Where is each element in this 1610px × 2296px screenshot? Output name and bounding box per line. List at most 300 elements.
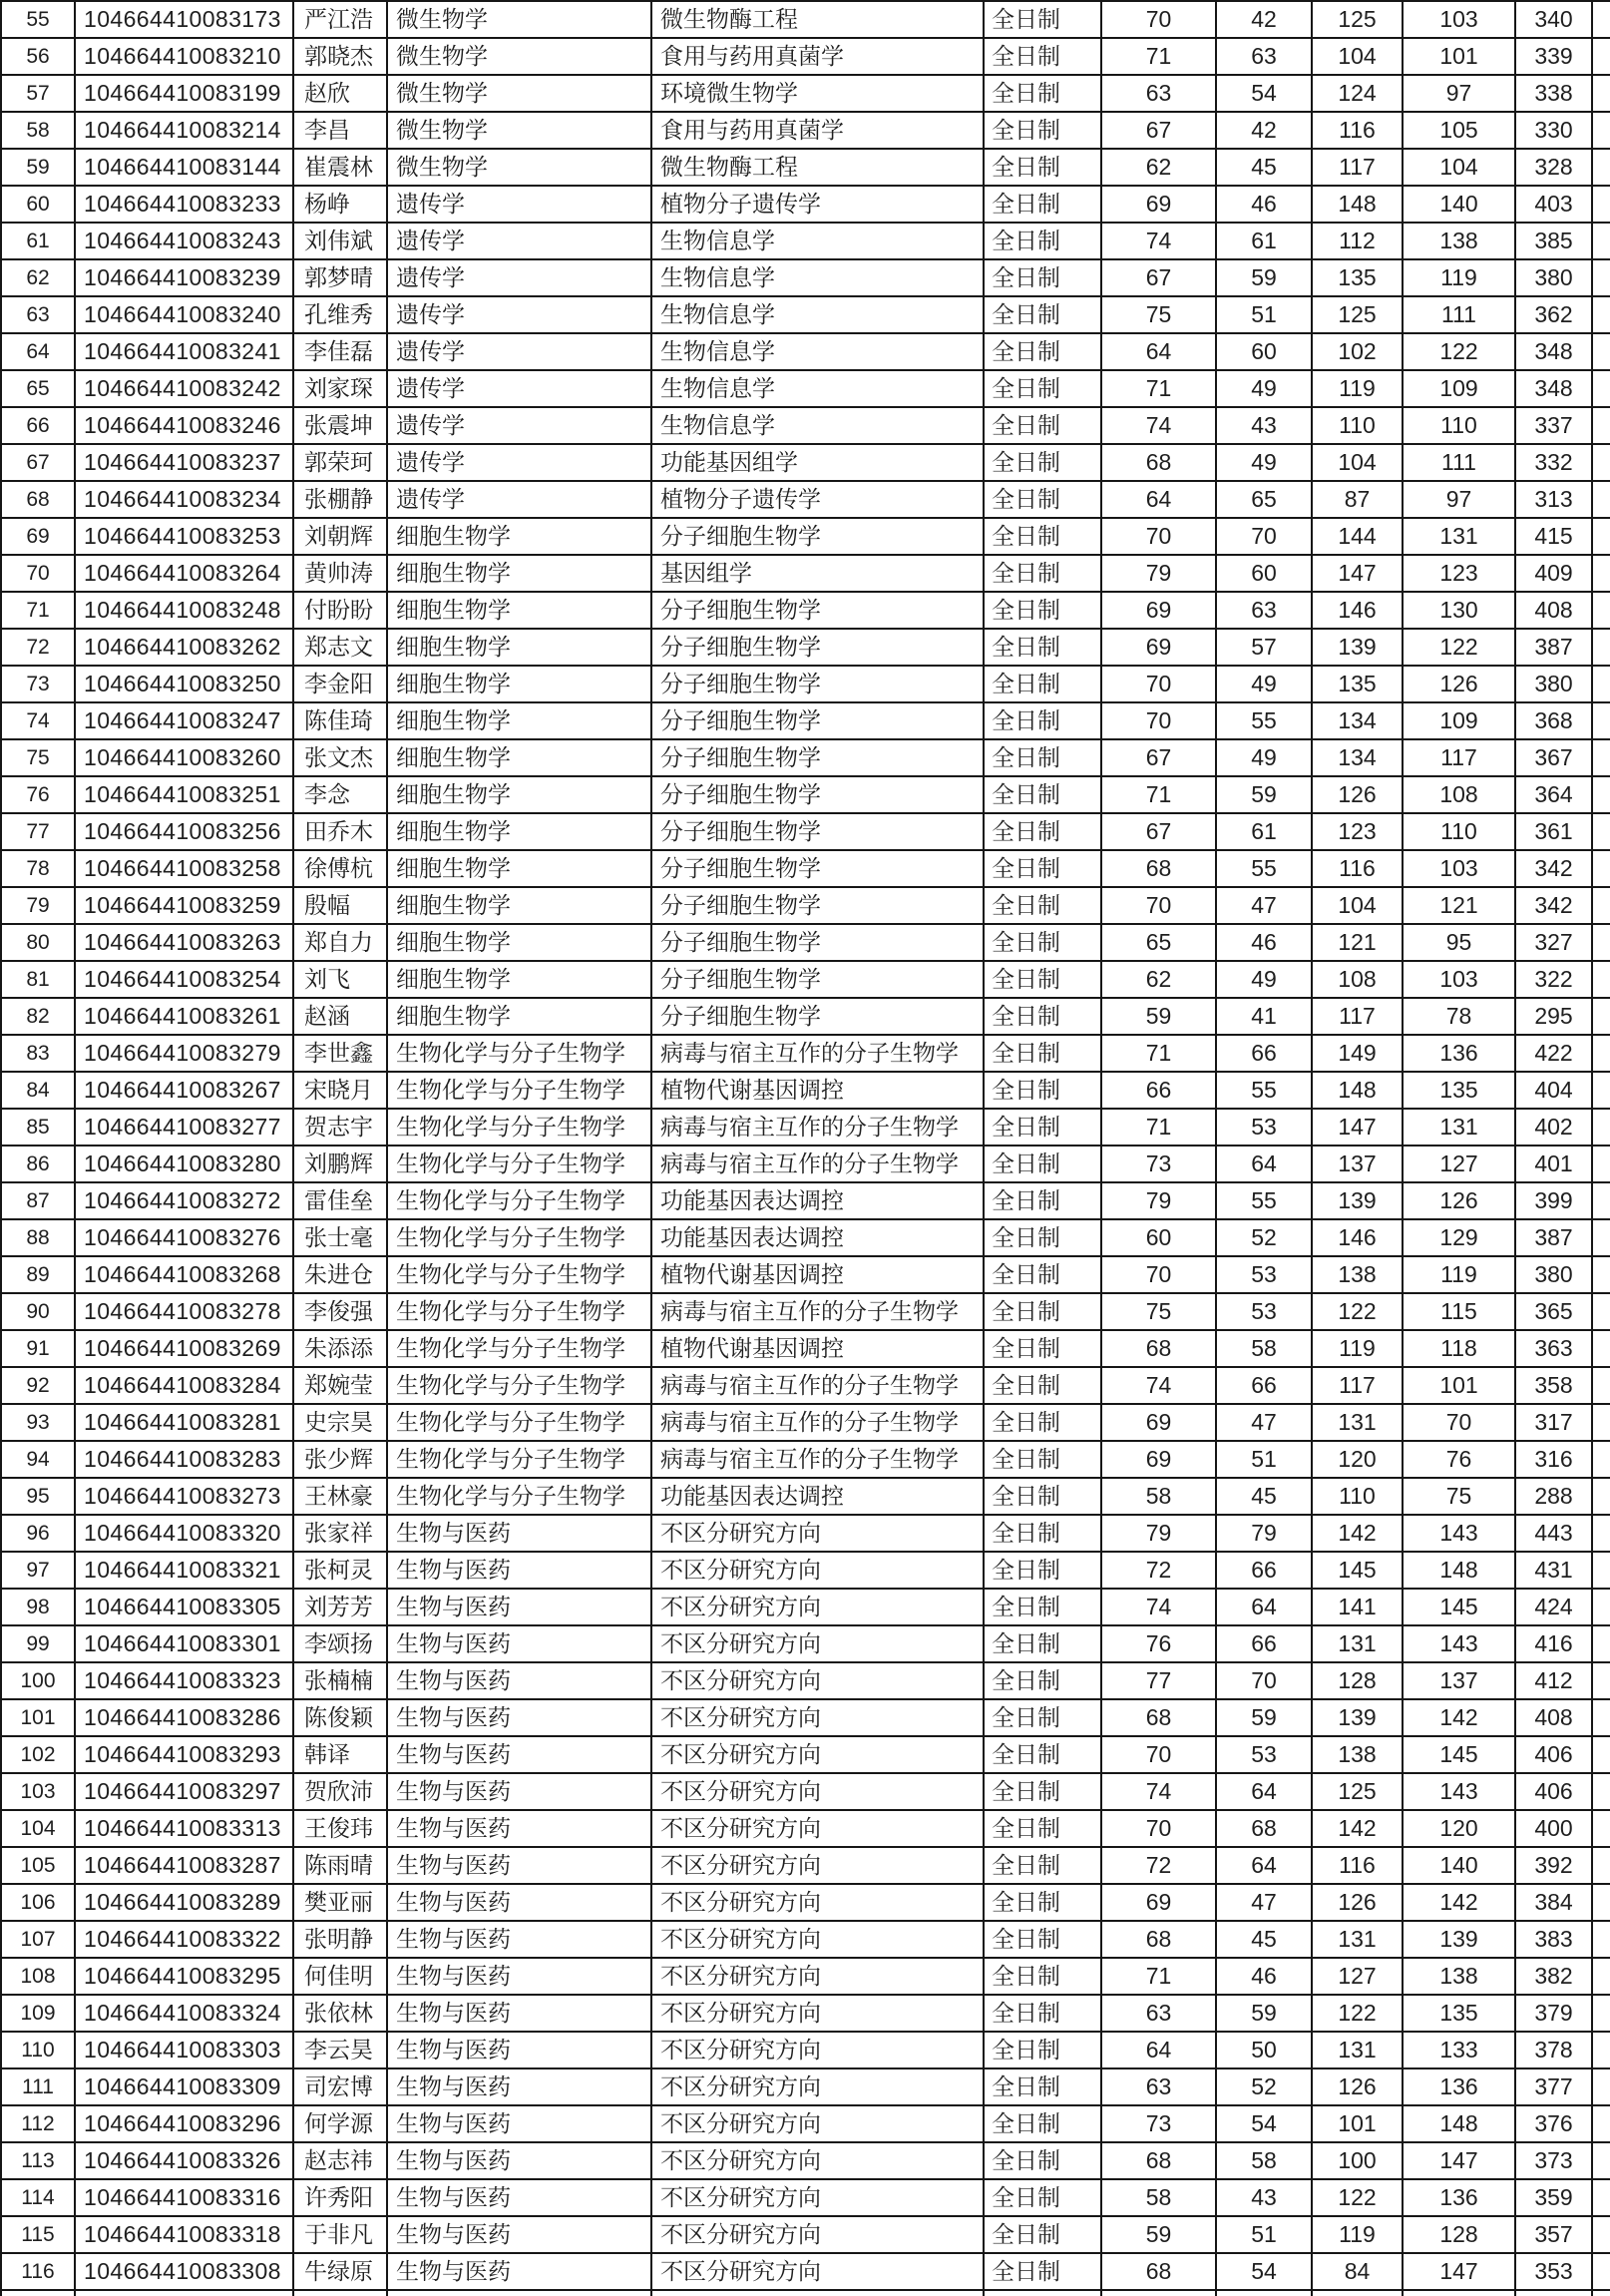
cell-total-score: 400: [1515, 1810, 1592, 1847]
cell-total-score: 412: [1515, 1662, 1592, 1699]
cell-score-2: 65: [1216, 481, 1312, 518]
cell-study-mode: 全日制: [984, 776, 1101, 813]
cell-name: 陈俊颖: [293, 1699, 387, 1736]
cell-total-score: 367: [1515, 739, 1592, 776]
cell-row-number: 109: [1, 1995, 75, 2032]
cell-candidate-id: 104664410083248: [75, 592, 293, 629]
cell-overflow-right: [1592, 1330, 1610, 1367]
cell-row-number: 66: [1, 407, 75, 444]
cell-score-3: 104: [1312, 38, 1403, 75]
cell-research-direction: 病毒与宿主互作的分子生物学: [651, 1293, 984, 1330]
cell-major: 生物化学与分子生物学: [387, 1441, 651, 1478]
table-row: [1, 38, 1610, 75]
cell-total-score: 401: [1515, 1146, 1592, 1182]
cell-score-2: 59: [1216, 1699, 1312, 1736]
cell-study-mode: 全日制: [984, 1146, 1101, 1182]
cell-research-direction: 微生物酶工程: [651, 149, 984, 186]
cell-score-4: 130: [1403, 592, 1515, 629]
cell-overflow-right: [1592, 2179, 1610, 2216]
table-row: [1, 666, 1610, 702]
cell-score-3: 125: [1312, 296, 1403, 333]
cell-name: 徐傅杭: [293, 850, 387, 887]
table-row: [1, 1478, 1610, 1515]
cell-score-3: 117: [1312, 998, 1403, 1035]
cell-candidate-id: 104664410083316: [75, 2179, 293, 2216]
cell-score-1: 79: [1101, 1515, 1216, 1552]
cell-name: [293, 2290, 387, 2296]
cell-overflow-right: [1592, 1589, 1610, 1625]
table-row: [1, 1921, 1610, 1958]
cell-score-2: 66: [1216, 1035, 1312, 1072]
cell-study-mode: 全日制: [984, 555, 1101, 592]
cell-candidate-id: 104664410083279: [75, 1035, 293, 1072]
cell-score-1: 71: [1101, 1958, 1216, 1995]
cell-study-mode: 全日制: [984, 1256, 1101, 1293]
cell-row-number: 82: [1, 998, 75, 1035]
cell-major: 生物与医药: [387, 1699, 651, 1736]
cell-overflow-right: [1592, 850, 1610, 887]
cell-research-direction: [651, 2290, 984, 2296]
cell-score-3: 126: [1312, 1884, 1403, 1921]
table-row: [1, 223, 1610, 259]
table-row: [1, 1773, 1610, 1810]
cell-score-2: 49: [1216, 961, 1312, 998]
cell-score-4: 110: [1403, 813, 1515, 850]
table-row: [1, 75, 1610, 112]
cell-name: 郑自力: [293, 924, 387, 961]
cell-research-direction: 不区分研究方向: [651, 1921, 984, 1958]
cell-name: 陈佳琦: [293, 702, 387, 739]
cell-score-1: 68: [1101, 1699, 1216, 1736]
table-row: [1, 112, 1610, 149]
cell-total-score: 337: [1515, 407, 1592, 444]
cell-total-score: 387: [1515, 1219, 1592, 1256]
cell-overflow-right: [1592, 2216, 1610, 2253]
cell-row-number: 87: [1, 1182, 75, 1219]
cell-name: 张明静: [293, 1921, 387, 1958]
cell-research-direction: 不区分研究方向: [651, 1884, 984, 1921]
cell-candidate-id: 104664410083243: [75, 223, 293, 259]
cell-row-number: 72: [1, 629, 75, 666]
cell-score-4: 104: [1403, 149, 1515, 186]
cell-score-3: 131: [1312, 1921, 1403, 1958]
cell-score-1: 58: [1101, 2179, 1216, 2216]
cell-score-1: 69: [1101, 1441, 1216, 1478]
cell-study-mode: 全日制: [984, 1625, 1101, 1662]
cell-row-number: 77: [1, 813, 75, 850]
cell-total-score: 338: [1515, 75, 1592, 112]
cell-overflow-right: [1592, 1109, 1610, 1146]
cell-study-mode: 全日制: [984, 2179, 1101, 2216]
cell-score-3: 110: [1312, 1478, 1403, 1515]
cell-row-number: 71: [1, 592, 75, 629]
cell-candidate-id: 104664410083308: [75, 2253, 293, 2290]
cell-major: 遗传学: [387, 370, 651, 407]
cell-research-direction: 不区分研究方向: [651, 2253, 984, 2290]
cell-row-number: 94: [1, 1441, 75, 1478]
cell-study-mode: 全日制: [984, 1, 1101, 38]
cell-name: 牛绿原: [293, 2253, 387, 2290]
cell-score-3: 148: [1312, 186, 1403, 223]
cell-research-direction: 不区分研究方向: [651, 2179, 984, 2216]
cell-row-number: 70: [1, 555, 75, 592]
cell-overflow-right: [1592, 223, 1610, 259]
cell-row-number: 75: [1, 739, 75, 776]
cell-row-number: 110: [1, 2032, 75, 2068]
cell-score-3: 123: [1312, 813, 1403, 850]
cell-score-4: 136: [1403, 1035, 1515, 1072]
cell-candidate-id: 104664410083269: [75, 1330, 293, 1367]
cell-name: 朱添添: [293, 1330, 387, 1367]
cell-score-2: 66: [1216, 1552, 1312, 1589]
cell-score-1: 63: [1101, 1995, 1216, 2032]
cell-score-4: 109: [1403, 370, 1515, 407]
cell-total-score: 416: [1515, 1625, 1592, 1662]
cell-overflow-right: [1592, 1293, 1610, 1330]
cell-research-direction: 分子细胞生物学: [651, 666, 984, 702]
cell-major: 细胞生物学: [387, 666, 651, 702]
cell-major: 生物化学与分子生物学: [387, 1182, 651, 1219]
cell-candidate-id: 104664410083326: [75, 2142, 293, 2179]
cell-score-2: 68: [1216, 1810, 1312, 1847]
cell-major: 细胞生物学: [387, 887, 651, 924]
cell-row-number: 86: [1, 1146, 75, 1182]
cell-score-1: 71: [1101, 38, 1216, 75]
table-row: [1, 961, 1610, 998]
cell-score-4: 101: [1403, 1367, 1515, 1404]
cell-total-score: 339: [1515, 38, 1592, 75]
table-row: [1, 2179, 1610, 2216]
cell-research-direction: 植物代谢基因调控: [651, 1256, 984, 1293]
cell-score-2: 50: [1216, 2032, 1312, 2068]
cell-overflow-right: [1592, 887, 1610, 924]
cell-name: 刘家琛: [293, 370, 387, 407]
cell-study-mode: 全日制: [984, 1662, 1101, 1699]
cell-overflow-right: [1592, 259, 1610, 296]
cell-score-1: 69: [1101, 629, 1216, 666]
cell-score-1: [1101, 2290, 1216, 2296]
cell-score-4: 122: [1403, 629, 1515, 666]
cell-score-4: 111: [1403, 444, 1515, 481]
cell-research-direction: 生物信息学: [651, 259, 984, 296]
cell-score-1: 63: [1101, 2068, 1216, 2105]
cell-study-mode: 全日制: [984, 1773, 1101, 1810]
table-row: [1, 1219, 1610, 1256]
cell-research-direction: 功能基因表达调控: [651, 1478, 984, 1515]
cell-score-2: 46: [1216, 1958, 1312, 1995]
cell-name: 张文杰: [293, 739, 387, 776]
cell-score-1: 67: [1101, 813, 1216, 850]
cell-overflow-right: [1592, 2253, 1610, 2290]
cell-major: 细胞生物学: [387, 998, 651, 1035]
cell-score-4: 143: [1403, 1773, 1515, 1810]
cell-study-mode: 全日制: [984, 1441, 1101, 1478]
cell-total-score: 358: [1515, 1367, 1592, 1404]
cell-score-4: 127: [1403, 1146, 1515, 1182]
cell-major: 生物化学与分子生物学: [387, 1072, 651, 1109]
cell-overflow-right: [1592, 1146, 1610, 1182]
cell-row-number: 80: [1, 924, 75, 961]
cell-total-score: 364: [1515, 776, 1592, 813]
cell-score-2: 52: [1216, 2068, 1312, 2105]
cell-row-number: 63: [1, 296, 75, 333]
cell-score-4: 145: [1403, 1736, 1515, 1773]
cell-study-mode: 全日制: [984, 112, 1101, 149]
cell-study-mode: 全日制: [984, 2142, 1101, 2179]
table-row: [1, 407, 1610, 444]
cell-name: 宋晓月: [293, 1072, 387, 1109]
table-row: [1, 1958, 1610, 1995]
cell-score-1: 65: [1101, 924, 1216, 961]
cell-overflow-right: [1592, 961, 1610, 998]
cell-study-mode: [984, 2290, 1101, 2296]
cell-study-mode: 全日制: [984, 444, 1101, 481]
cell-score-3: 122: [1312, 1293, 1403, 1330]
table-row: [1, 1441, 1610, 1478]
cell-total-score: 402: [1515, 1109, 1592, 1146]
cell-name: 张少辉: [293, 1441, 387, 1478]
cell-name: 刘朝辉: [293, 518, 387, 555]
cell-row-number: 79: [1, 887, 75, 924]
cell-score-4: 137: [1403, 1662, 1515, 1699]
cell-research-direction: 病毒与宿主互作的分子生物学: [651, 1404, 984, 1441]
cell-score-1: 68: [1101, 1330, 1216, 1367]
cell-row-number: 62: [1, 259, 75, 296]
cell-major: 生物化学与分子生物学: [387, 1330, 651, 1367]
cell-study-mode: 全日制: [984, 407, 1101, 444]
cell-row-number: 84: [1, 1072, 75, 1109]
cell-score-1: 70: [1101, 1256, 1216, 1293]
cell-research-direction: 植物分子遗传学: [651, 481, 984, 518]
cell-total-score: 362: [1515, 296, 1592, 333]
cell-score-3: 117: [1312, 1367, 1403, 1404]
cell-research-direction: 不区分研究方向: [651, 1515, 984, 1552]
table-row: [1, 481, 1610, 518]
cell-score-4: 110: [1403, 407, 1515, 444]
cell-major: 生物化学与分子生物学: [387, 1367, 651, 1404]
cell-row-number: 69: [1, 518, 75, 555]
cell-score-3: 148: [1312, 1072, 1403, 1109]
cell-research-direction: 功能基因组学: [651, 444, 984, 481]
cell-research-direction: 不区分研究方向: [651, 1958, 984, 1995]
cell-score-3: 116: [1312, 850, 1403, 887]
partial-cutoff-row: [1, 2290, 1610, 2296]
cell-candidate-id: 104664410083246: [75, 407, 293, 444]
cell-major: 生物与医药: [387, 1773, 651, 1810]
cell-research-direction: 不区分研究方向: [651, 1589, 984, 1625]
cell-major: 微生物学: [387, 75, 651, 112]
cell-score-2: 60: [1216, 333, 1312, 370]
cell-overflow-right: [1592, 592, 1610, 629]
cell-candidate-id: 104664410083241: [75, 333, 293, 370]
cell-row-number: 106: [1, 1884, 75, 1921]
cell-major: 生物与医药: [387, 2068, 651, 2105]
cell-research-direction: 不区分研究方向: [651, 1736, 984, 1773]
table-row: [1, 444, 1610, 481]
cell-candidate-id: 104664410083173: [75, 1, 293, 38]
table-row: [1, 1404, 1610, 1441]
table-row: [1, 2142, 1610, 2179]
cell-study-mode: 全日制: [984, 1072, 1101, 1109]
cell-study-mode: 全日制: [984, 998, 1101, 1035]
cell-row-number: 103: [1, 1773, 75, 1810]
cell-score-3: 147: [1312, 555, 1403, 592]
cell-score-3: 116: [1312, 1847, 1403, 1884]
table-row: [1, 592, 1610, 629]
cell-total-score: 404: [1515, 1072, 1592, 1109]
cell-row-number: 95: [1, 1478, 75, 1515]
table-row: [1, 1182, 1610, 1219]
cell-name: 刘鹏辉: [293, 1146, 387, 1182]
cell-total-score: 376: [1515, 2105, 1592, 2142]
cell-overflow-right: [1592, 407, 1610, 444]
cell-overflow-right: [1592, 112, 1610, 149]
cell-score-4: 121: [1403, 887, 1515, 924]
cell-score-2: 46: [1216, 186, 1312, 223]
cell-score-3: 131: [1312, 1625, 1403, 1662]
cell-row-number: [1, 2290, 75, 2296]
cell-score-2: 63: [1216, 38, 1312, 75]
cell-score-3: 138: [1312, 1256, 1403, 1293]
cell-candidate-id: 104664410083261: [75, 998, 293, 1035]
cell-major: 生物化学与分子生物学: [387, 1035, 651, 1072]
cell-research-direction: 生物信息学: [651, 333, 984, 370]
cell-score-3: 142: [1312, 1810, 1403, 1847]
cell-score-2: 45: [1216, 1478, 1312, 1515]
table-row: [1, 702, 1610, 739]
cell-row-number: 116: [1, 2253, 75, 2290]
table-row: [1, 555, 1610, 592]
cell-score-3: 139: [1312, 1182, 1403, 1219]
cell-candidate-id: 104664410083240: [75, 296, 293, 333]
cell-name: 李颂扬: [293, 1625, 387, 1662]
cell-study-mode: 全日制: [984, 75, 1101, 112]
cell-candidate-id: 104664410083259: [75, 887, 293, 924]
cell-candidate-id: 104664410083289: [75, 1884, 293, 1921]
cell-major: 细胞生物学: [387, 961, 651, 998]
cell-score-4: 119: [1403, 1256, 1515, 1293]
cell-research-direction: 病毒与宿主互作的分子生物学: [651, 1146, 984, 1182]
cell-candidate-id: 104664410083268: [75, 1256, 293, 1293]
cell-major: 生物与医药: [387, 2253, 651, 2290]
cell-row-number: 89: [1, 1256, 75, 1293]
cell-candidate-id: 104664410083293: [75, 1736, 293, 1773]
table-row: [1, 1515, 1610, 1552]
cell-score-4: 135: [1403, 1072, 1515, 1109]
cell-research-direction: 病毒与宿主互作的分子生物学: [651, 1367, 984, 1404]
cell-research-direction: 不区分研究方向: [651, 2032, 984, 2068]
cell-name: 殷幅: [293, 887, 387, 924]
cell-score-3: 124: [1312, 75, 1403, 112]
table-row: [1, 1109, 1610, 1146]
cell-score-4: 70: [1403, 1404, 1515, 1441]
cell-score-4: 136: [1403, 2179, 1515, 2216]
cell-score-2: 46: [1216, 924, 1312, 961]
cell-score-1: 74: [1101, 1589, 1216, 1625]
cell-score-4: 120: [1403, 1810, 1515, 1847]
cell-score-3: 119: [1312, 370, 1403, 407]
cell-candidate-id: 104664410083144: [75, 149, 293, 186]
cell-row-number: 76: [1, 776, 75, 813]
table-row: [1, 1736, 1610, 1773]
cell-name: 赵欣: [293, 75, 387, 112]
cell-study-mode: 全日制: [984, 2253, 1101, 2290]
cell-score-4: 126: [1403, 666, 1515, 702]
cell-major: 微生物学: [387, 38, 651, 75]
table-row: [1, 850, 1610, 887]
table-row: [1, 1847, 1610, 1884]
cell-major: 生物与医药: [387, 1589, 651, 1625]
cell-candidate-id: 104664410083320: [75, 1515, 293, 1552]
cell-research-direction: 不区分研究方向: [651, 2068, 984, 2105]
cell-row-number: 64: [1, 333, 75, 370]
cell-overflow-right: [1592, 2032, 1610, 2068]
cell-row-number: 83: [1, 1035, 75, 1072]
cell-score-4: 128: [1403, 2216, 1515, 2253]
cell-score-4: 145: [1403, 1589, 1515, 1625]
cell-score-3: 104: [1312, 444, 1403, 481]
cell-score-4: 122: [1403, 333, 1515, 370]
cell-score-4: 118: [1403, 1330, 1515, 1367]
cell-total-score: 399: [1515, 1182, 1592, 1219]
cell-study-mode: 全日制: [984, 961, 1101, 998]
cell-score-2: 64: [1216, 1773, 1312, 1810]
cell-candidate-id: 104664410083286: [75, 1699, 293, 1736]
cell-row-number: 104: [1, 1810, 75, 1847]
cell-score-2: 45: [1216, 1921, 1312, 1958]
cell-major: 细胞生物学: [387, 813, 651, 850]
table-row: [1, 1662, 1610, 1699]
cell-overflow-right: [1592, 666, 1610, 702]
cell-overflow-right: [1592, 1995, 1610, 2032]
cell-score-4: 148: [1403, 1552, 1515, 1589]
cell-candidate-id: 104664410083260: [75, 739, 293, 776]
cell-research-direction: 不区分研究方向: [651, 1699, 984, 1736]
cell-score-3: 84: [1312, 2253, 1403, 2290]
cell-score-2: 49: [1216, 739, 1312, 776]
cell-score-2: 55: [1216, 1072, 1312, 1109]
cell-research-direction: 分子细胞生物学: [651, 961, 984, 998]
cell-score-2: 60: [1216, 555, 1312, 592]
cell-total-score: 359: [1515, 2179, 1592, 2216]
cell-score-4: 97: [1403, 75, 1515, 112]
cell-row-number: 114: [1, 2179, 75, 2216]
cell-candidate-id: 104664410083323: [75, 1662, 293, 1699]
cell-major: 生物化学与分子生物学: [387, 1404, 651, 1441]
table-row: [1, 924, 1610, 961]
cell-score-1: 77: [1101, 1662, 1216, 1699]
cell-study-mode: 全日制: [984, 2068, 1101, 2105]
cell-row-number: 88: [1, 1219, 75, 1256]
cell-score-1: 70: [1101, 1736, 1216, 1773]
cell-score-4: 140: [1403, 186, 1515, 223]
cell-major: 遗传学: [387, 333, 651, 370]
cell-study-mode: 全日制: [984, 1810, 1101, 1847]
cell-row-number: 65: [1, 370, 75, 407]
cell-name: 李云昊: [293, 2032, 387, 2068]
cell-row-number: 67: [1, 444, 75, 481]
cell-research-direction: 分子细胞生物学: [651, 850, 984, 887]
cell-score-4: 75: [1403, 1478, 1515, 1515]
cell-score-2: 49: [1216, 444, 1312, 481]
cell-name: 李佳磊: [293, 333, 387, 370]
cell-overflow-right: [1592, 702, 1610, 739]
cell-score-3: 120: [1312, 1441, 1403, 1478]
cell-score-3: 119: [1312, 2216, 1403, 2253]
cell-study-mode: 全日制: [984, 1330, 1101, 1367]
cell-major: 微生物学: [387, 149, 651, 186]
cell-overflow-right: [1592, 1072, 1610, 1109]
